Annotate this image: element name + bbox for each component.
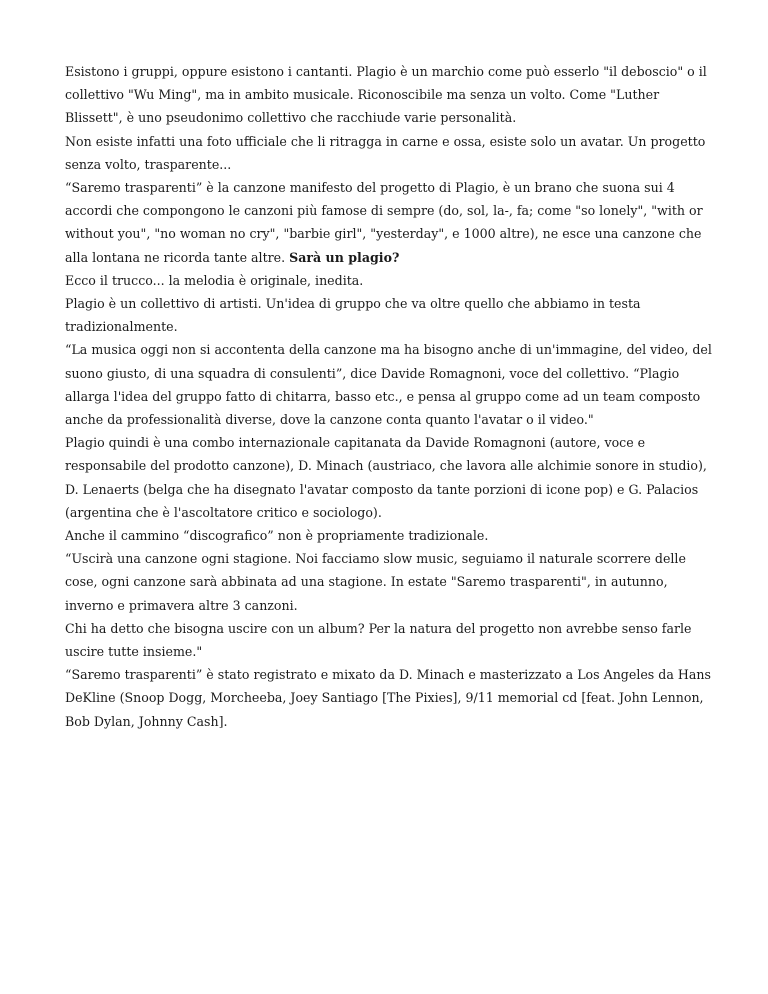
document-body [65, 60, 713, 733]
paragraph-text: “La musica oggi non si accontenta della canzone ma ha bisogno anche di un'immagine, del video, del suono giusto, di una squadra di consulenti”, dice Davide Romagnoni, voce del collettivo. “Plagio allarga l'idea del gruppo fatto di chitarra, basso etc., e pensa al gruppo come ad un team composto anche da professionalità diverse, dove la canzone conta quanto l'avatar o il video." [65, 342, 712, 428]
paragraph-text: Anche il cammino “discografico” non è propriamente tradizionale. [65, 528, 489, 544]
paragraph-text: Plagio quindi è una combo internazionale capitanata da Davide Romagnoni (autore, voce e responsabile del prodotto canzone), D. Minach (austriaco, che lavora alle alchimie sonore in studio), D. Lenaerts (belga che ha disegnato l'avatar composto da tante porzioni di icone pop) e G. Palacios (argentina che è l'ascoltatore critico e sociologo). [65, 435, 707, 520]
paragraph-members [65, 431, 713, 524]
paragraph-text: Non esiste infatti una foto ufficiale che li ritragga in carne e ossa, esiste solo un avatar. Un progetto senza volto, trasparente... [65, 133, 706, 172]
paragraph-text: “Saremo trasparenti” è la canzone manifesto del progetto di Plagio, è un brano che suona sui 4 accordi che compongono le canzoni più famose di sempre (do, sol, la-, fa; come "so lonely", "with or without you", "no woman no cry", "barbie girl", "yesterday", e 1000 altre), ne esce una canzone che alla lontana ne ricorda tante altre. [65, 180, 703, 265]
paragraph-text: “Uscirà una canzone ogni stagione. Noi facciamo slow music, seguiamo il naturale scorrere delle cose, ogni canzone sarà abbinata ad una stagione. In estate "Saremo trasparenti", in autunno, inverno e primavera altre 3 canzoni. [65, 551, 686, 613]
paragraph-discography [65, 524, 713, 547]
paragraph-album [65, 617, 713, 663]
paragraph-avatar [65, 130, 713, 176]
paragraph-text: Plagio è un collettivo di artisti. Un'idea di gruppo che va oltre quello che abbiamo in testa tradizionalmente. [65, 296, 641, 335]
paragraph-manifesto [65, 176, 713, 269]
paragraph-quote [65, 338, 713, 431]
paragraph-collective [65, 292, 713, 338]
paragraph-text: Ecco il trucco... la melodia è originale, inedita. [65, 272, 364, 288]
bold-question: Sarà un plagio? [289, 249, 400, 265]
paragraph-trick [65, 269, 713, 292]
paragraph-text: Chi ha detto che bisogna uscire con un album? Per la natura del progetto non avrebbe senso farle uscire tutte insieme." [65, 620, 692, 660]
paragraph-text: Esistono i gruppi, oppure esistono i cantanti. Plagio è un marchio come può esserlo "il deboscio" o il collettivo "Wu Ming", ma in ambito musicale. Riconoscibile ma senza un volto. Come "Luther Blissett", è uno pseudonimo collettivo che racchiude varie personalità. [65, 64, 707, 126]
paragraph-seasons [65, 547, 713, 617]
paragraph-credits [65, 663, 713, 733]
paragraph-text: “Saremo trasparenti” è stato registrato e mixato da D. Minach e masterizzato a Los Angeles da Hans DeKline (Snoop Dogg, Morcheeba, Joey Santiago [The Pixies], 9/11 memorial cd [feat. John Lennon, Bob Dylan, Johnny Cash]. [65, 667, 711, 729]
paragraph-intro [65, 60, 713, 130]
